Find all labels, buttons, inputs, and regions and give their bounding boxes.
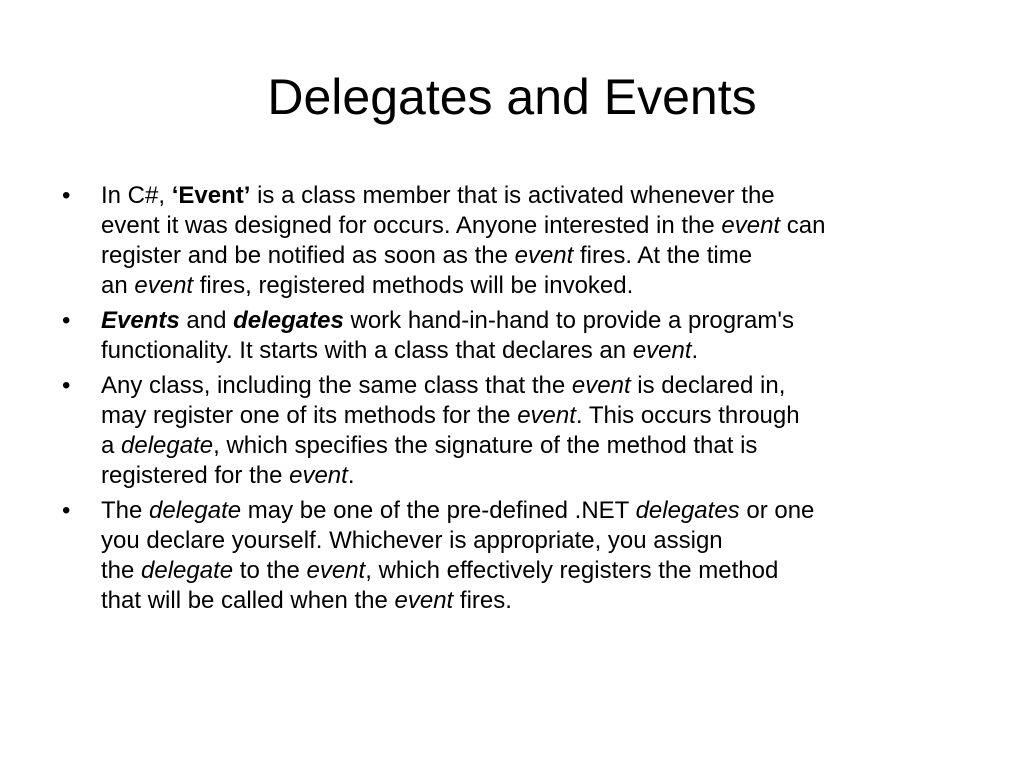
- slide-title: Delegates and Events: [267, 69, 757, 125]
- bullet-dot-icon: •: [62, 497, 71, 524]
- text-run: and: [179, 307, 234, 334]
- bullet-list: [62, 181, 970, 621]
- text-run: registered for the: [101, 462, 290, 489]
- text-run: or one: [739, 497, 815, 524]
- bullet-dot-icon: •: [62, 372, 71, 399]
- bullet-item: [62, 306, 970, 366]
- text-run: that will be called when the: [101, 587, 395, 614]
- text-run: . This occurs through: [575, 402, 800, 429]
- text-run: you declare yourself. Whichever is appropriate, you assign: [101, 527, 723, 554]
- text-run: .: [347, 462, 355, 489]
- text-run: the: [101, 557, 142, 584]
- bullet-line: [101, 461, 970, 491]
- bullet-item: [62, 371, 970, 491]
- text-run: fires, registered methods will be invoked.: [193, 272, 634, 299]
- text-run: .: [691, 337, 699, 364]
- text-run: delegates: [635, 497, 740, 524]
- text-run: to the: [233, 557, 307, 584]
- bullet-dot-icon: •: [62, 307, 71, 334]
- text-run: may be one of the pre-defined .NET: [241, 497, 636, 524]
- text-run: is a class member that is activated whenever the: [250, 182, 775, 209]
- text-run: The: [101, 497, 150, 524]
- bullet-line: [101, 496, 970, 526]
- bullet-line: [101, 336, 970, 366]
- text-run: event: [289, 462, 348, 489]
- text-run: , which specifies the signature of the method that is: [213, 432, 758, 459]
- text-run: can: [780, 212, 826, 239]
- text-run: delegate: [149, 497, 242, 524]
- text-run: In C#,: [101, 182, 172, 209]
- text-run: fires. At the time: [573, 242, 753, 269]
- text-run: register and be notified as soon as the: [101, 242, 515, 269]
- bullet-line: [101, 431, 970, 461]
- bullet-dot-icon: •: [62, 182, 71, 209]
- bullet-line: [101, 181, 970, 211]
- bullet-line: [101, 526, 970, 556]
- text-run: delegate: [121, 432, 214, 459]
- bullet-line: [101, 271, 970, 301]
- text-run: fires.: [453, 587, 512, 614]
- text-run: functionality. It starts with a class that declares an: [101, 337, 633, 364]
- text-run: may register one of its methods for the: [101, 402, 518, 429]
- text-run: delegates: [233, 307, 344, 334]
- text-run: event: [134, 272, 194, 299]
- text-run: is declared in,: [630, 372, 786, 399]
- text-run: , which effectively registers the method: [365, 557, 779, 584]
- text-run: an: [101, 272, 135, 299]
- text-run: work hand-in-hand to provide a program's: [343, 307, 794, 334]
- bullet-line: [101, 556, 970, 586]
- text-run: event: [306, 557, 366, 584]
- text-run: delegate: [141, 557, 234, 584]
- bullet-line: [101, 586, 970, 616]
- text-run: event: [514, 242, 574, 269]
- text-run: event: [517, 402, 576, 429]
- text-run: event: [721, 212, 781, 239]
- text-run: a: [101, 432, 122, 459]
- bullet-item: [62, 496, 970, 616]
- bullet-line: [101, 211, 970, 241]
- text-run: event it was designed for occurs. Anyone interested in the: [101, 212, 722, 239]
- bullet-item: [62, 181, 970, 301]
- text-run: Any class, including the same class that the: [101, 372, 572, 399]
- text-run: event: [632, 337, 692, 364]
- text-run: ‘Event’: [171, 182, 251, 209]
- text-run: Events: [101, 307, 180, 334]
- text-run: event: [571, 372, 631, 399]
- bullet-line: [101, 401, 970, 431]
- bullet-line: [101, 241, 970, 271]
- bullet-line: [101, 371, 970, 401]
- text-run: event: [394, 587, 454, 614]
- bullet-line: [101, 306, 970, 336]
